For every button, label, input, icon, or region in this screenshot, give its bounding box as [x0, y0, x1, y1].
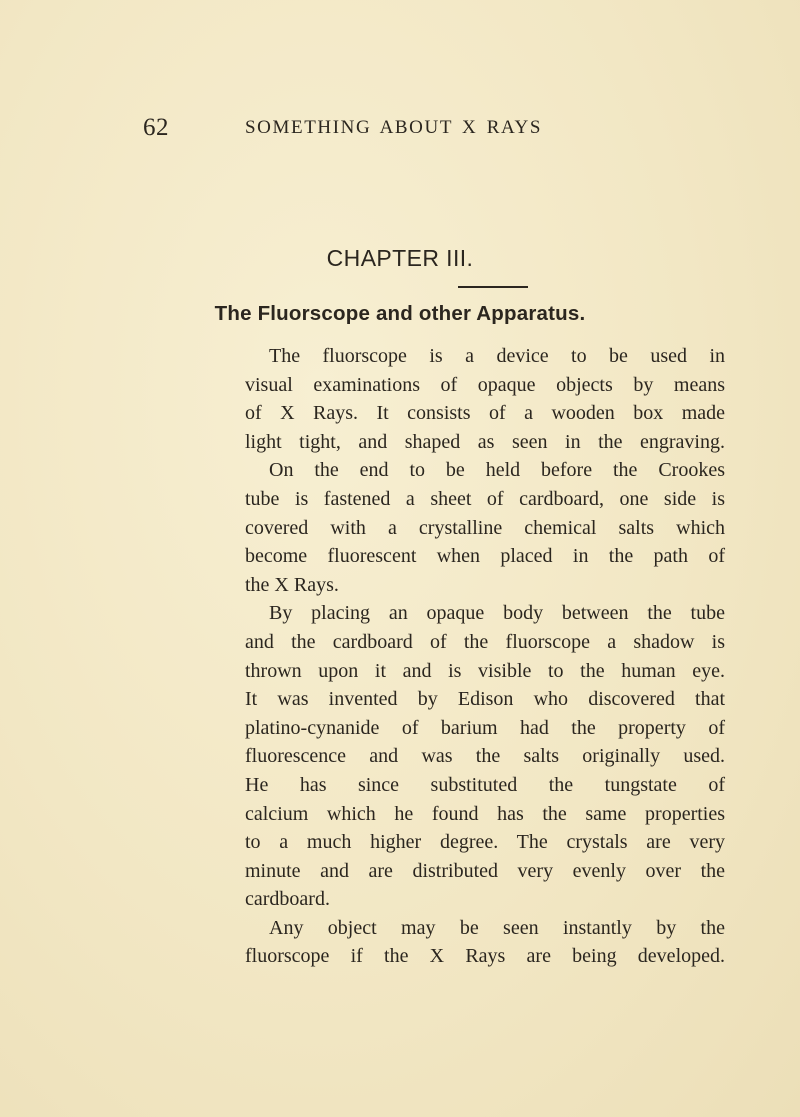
section-title: The Fluorscope and other Apparatus.	[214, 302, 586, 325]
text-line: fluorscope if the X Rays are being developed.	[245, 945, 725, 968]
text-line: light tight, and shaped as seen in the engraving.	[245, 430, 725, 453]
text-line: become fluorescent when placed in the path of	[245, 545, 725, 568]
text-line: cardboard.	[245, 888, 330, 911]
running-title: SOMETHING ABOUT X RAYS	[245, 117, 543, 138]
text-line: fluorescence and was the salts originally used.	[245, 745, 725, 768]
text-line: the X Rays.	[245, 573, 339, 596]
text-line: By placing an opaque body between the tube	[269, 602, 725, 625]
text-line: covered with a crystalline chemical salts which	[245, 516, 725, 539]
running-head	[143, 114, 673, 146]
text-line: tube is fastened a sheet of cardboard, one side is	[245, 487, 725, 510]
text-line: On the end to be held before the Crookes	[269, 459, 725, 482]
text-line: and the cardboard of the fluorscope a shadow is	[245, 630, 725, 653]
text-line: to a much higher degree. The crystals are very	[245, 831, 725, 854]
text-line: He has since substituted the tungstate of	[245, 773, 725, 796]
text-line: The fluorscope is a device to be used in	[269, 345, 725, 367]
text-line: It was invented by Edison who discovered that	[245, 688, 725, 711]
text-line: of X Rays. It consists of a wooden box made	[245, 402, 725, 425]
text-line: calcium which he found has the same properties	[245, 802, 725, 825]
body-text	[245, 342, 725, 971]
page-number: 62	[143, 114, 169, 141]
text-line: platino-cynanide of barium had the property of	[245, 716, 725, 739]
text-line: Any object may be seen instantly by the	[269, 916, 725, 939]
text-line: visual examinations of opaque objects by means	[245, 373, 725, 396]
text-line: thrown upon it and is visible to the human eye.	[245, 659, 725, 682]
text-line: minute and are distributed very evenly over the	[245, 859, 725, 882]
title-rule	[458, 286, 528, 288]
chapter-title: CHAPTER III.	[326, 245, 474, 271]
